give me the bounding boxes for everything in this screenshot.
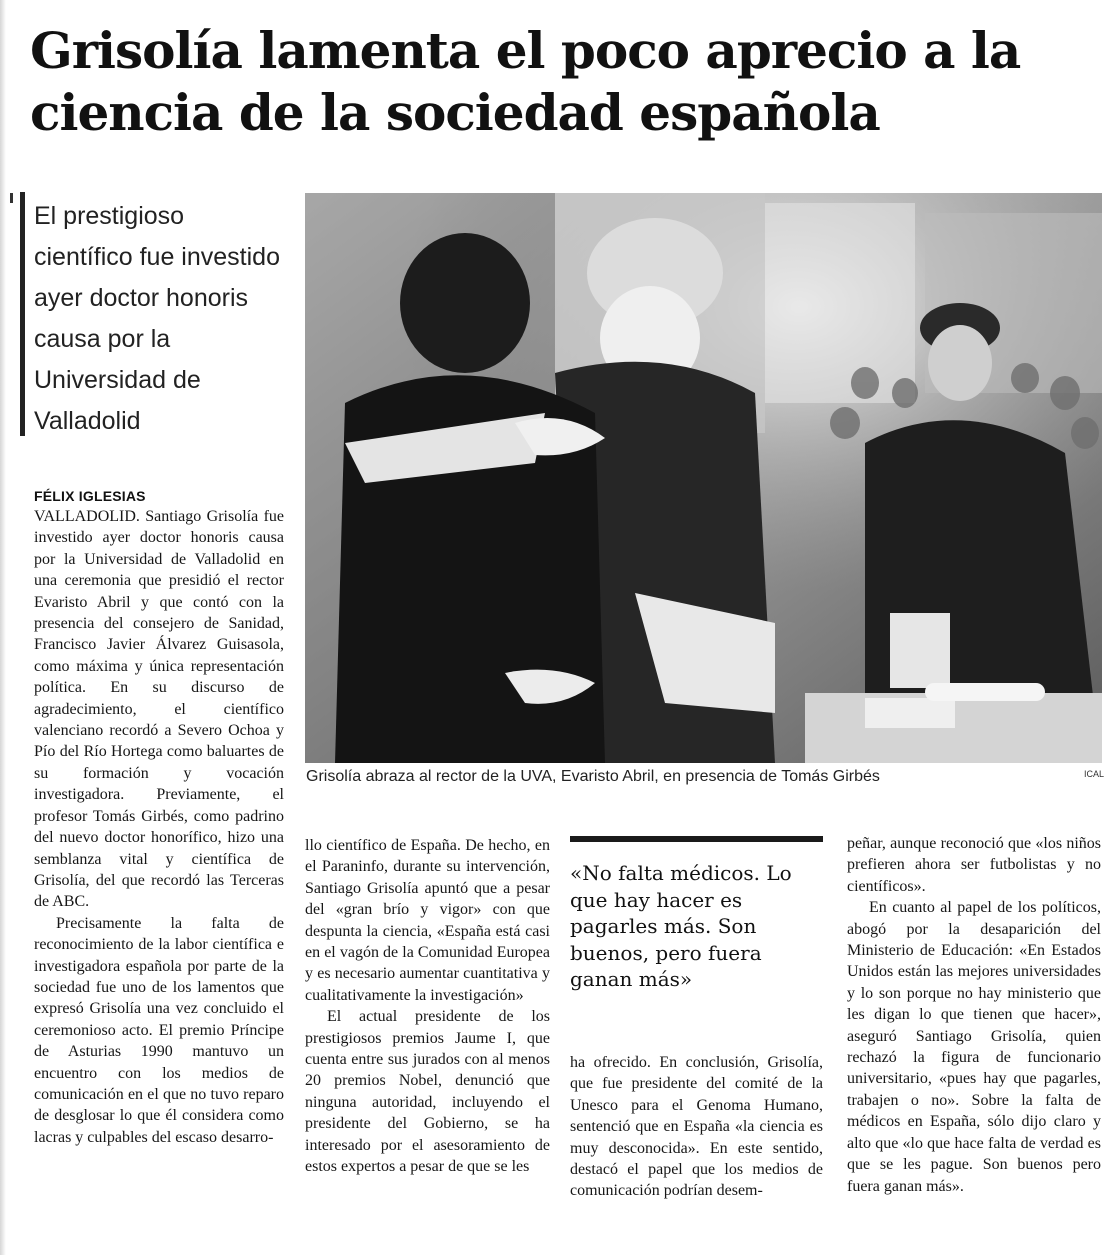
text-column-2 bbox=[305, 835, 550, 1178]
paragraph: VALLADOLID. Santiago Grisolía fue investido ayer doctor honoris causa por la Universidad de Valladolid en una ceremonia que presidió el rector Evaristo Abril y que contó con la presencia del consejero de Sanidad, Francisco Javier Álvarez Guisasola, como máxima y única representación política. En su discurso de agradecimiento, el científico valenciano recordó a Severo Ochoa y Pío del Río Hortega como baluartes de su formación y vocación investigadora. Previamente, el profesor Tomás Girbés, como padrino del nuevo doctor honorífico, hizo una semblanza vital y científica de Grisolía, del que recordó las Terceras de ABC. bbox=[34, 508, 284, 911]
headline: Grisolía lamenta el poco aprecio a la ciencia de la sociedad española bbox=[30, 21, 1021, 142]
scan-mark bbox=[10, 193, 13, 203]
paragraph: ha ofrecido. En conclusión, Grisolía, que fue presidente del comité de la Unesco para el Genoma Humano, sentenció que en España «la ciencia es muy desconocida». En este sentido, destacó el papel que los medios de comunicación podrían desem- bbox=[570, 1054, 823, 1200]
text-column-4 bbox=[847, 833, 1101, 1197]
pull-quote: «No falta médicos. Lo que hay hacer es pagarles más. Son buenos, pero fuera ganan más» bbox=[570, 836, 823, 993]
text-column-3 bbox=[570, 1052, 823, 1202]
paragraph: peñar, aunque reconoció que «los niños prefieren ahora ser futbolistas y no científicos». bbox=[847, 835, 1101, 895]
photo-credit: ICAL bbox=[1083, 769, 1104, 779]
paragraph: El actual presidente de los prestigiosos premios Jaume I, que cuenta entre sus jurados con al menos 20 premios Nobel, denunció que ninguna autoridad, incluyendo el presidente del Gobierno, se ha interesado por el asesoramiento de estos expertos a pesar de que se les bbox=[305, 1008, 550, 1176]
subheadline: El prestigioso científico fue investido ayer doctor honoris causa por la Universidad de Valladolid bbox=[34, 202, 280, 435]
photo-caption: Grisolía abraza al rector de la UVA, Evaristo Abril, en presencia de Tomás Girbés bbox=[306, 768, 880, 785]
paragraph: En cuanto al papel de los políticos, abogó por la desaparición del Ministerio de Educación: «En Estados Unidos están las mejores universidades y lo son porque no hay ministerio que les digan lo que tienen que hacer», aseguró Santiago Grisolía, quien rechazó la figura de funcionario universitario, «pues hay que pagarles, trabajen o no». Sobre la falta de médicos en España, sólo dijo claro y alto que «lo que hace falta de verdad es que se les pague. Son buenos pero fuera ganan más». bbox=[847, 899, 1101, 1195]
text-column-1 bbox=[34, 506, 284, 1148]
byline: FÉLIX IGLESIAS bbox=[34, 488, 146, 504]
subhead-rule bbox=[20, 192, 25, 436]
news-photo bbox=[305, 193, 1102, 763]
paragraph: llo científico de España. De hecho, en el Paraninfo, durante su intervención, Santiago Grisolía apuntó que a pesar del «gran brío y vigor» con que despunta la ciencia, «España está casi en el vagón de la Comunidad Europea y es necesario aumentar cuantitativa y cualitativamente la investigación» bbox=[305, 837, 550, 1004]
paragraph: Precisamente la falta de reconocimiento de la labor científica e investigadora española por parte de la sociedad fue uno de los lamentos que expresó Grisolía una vez concluido el ceremonioso acto. El premio Príncipe de Asturias 1990 mantuvo un encuentro con los medios de comunicación en el que no tuvo reparo de desglosar lo que él considera como lacras y culpables del escaso desarro- bbox=[34, 914, 284, 1146]
embrace-photo-illustration bbox=[305, 193, 1102, 763]
scan-edge-shadow bbox=[0, 0, 6, 1255]
